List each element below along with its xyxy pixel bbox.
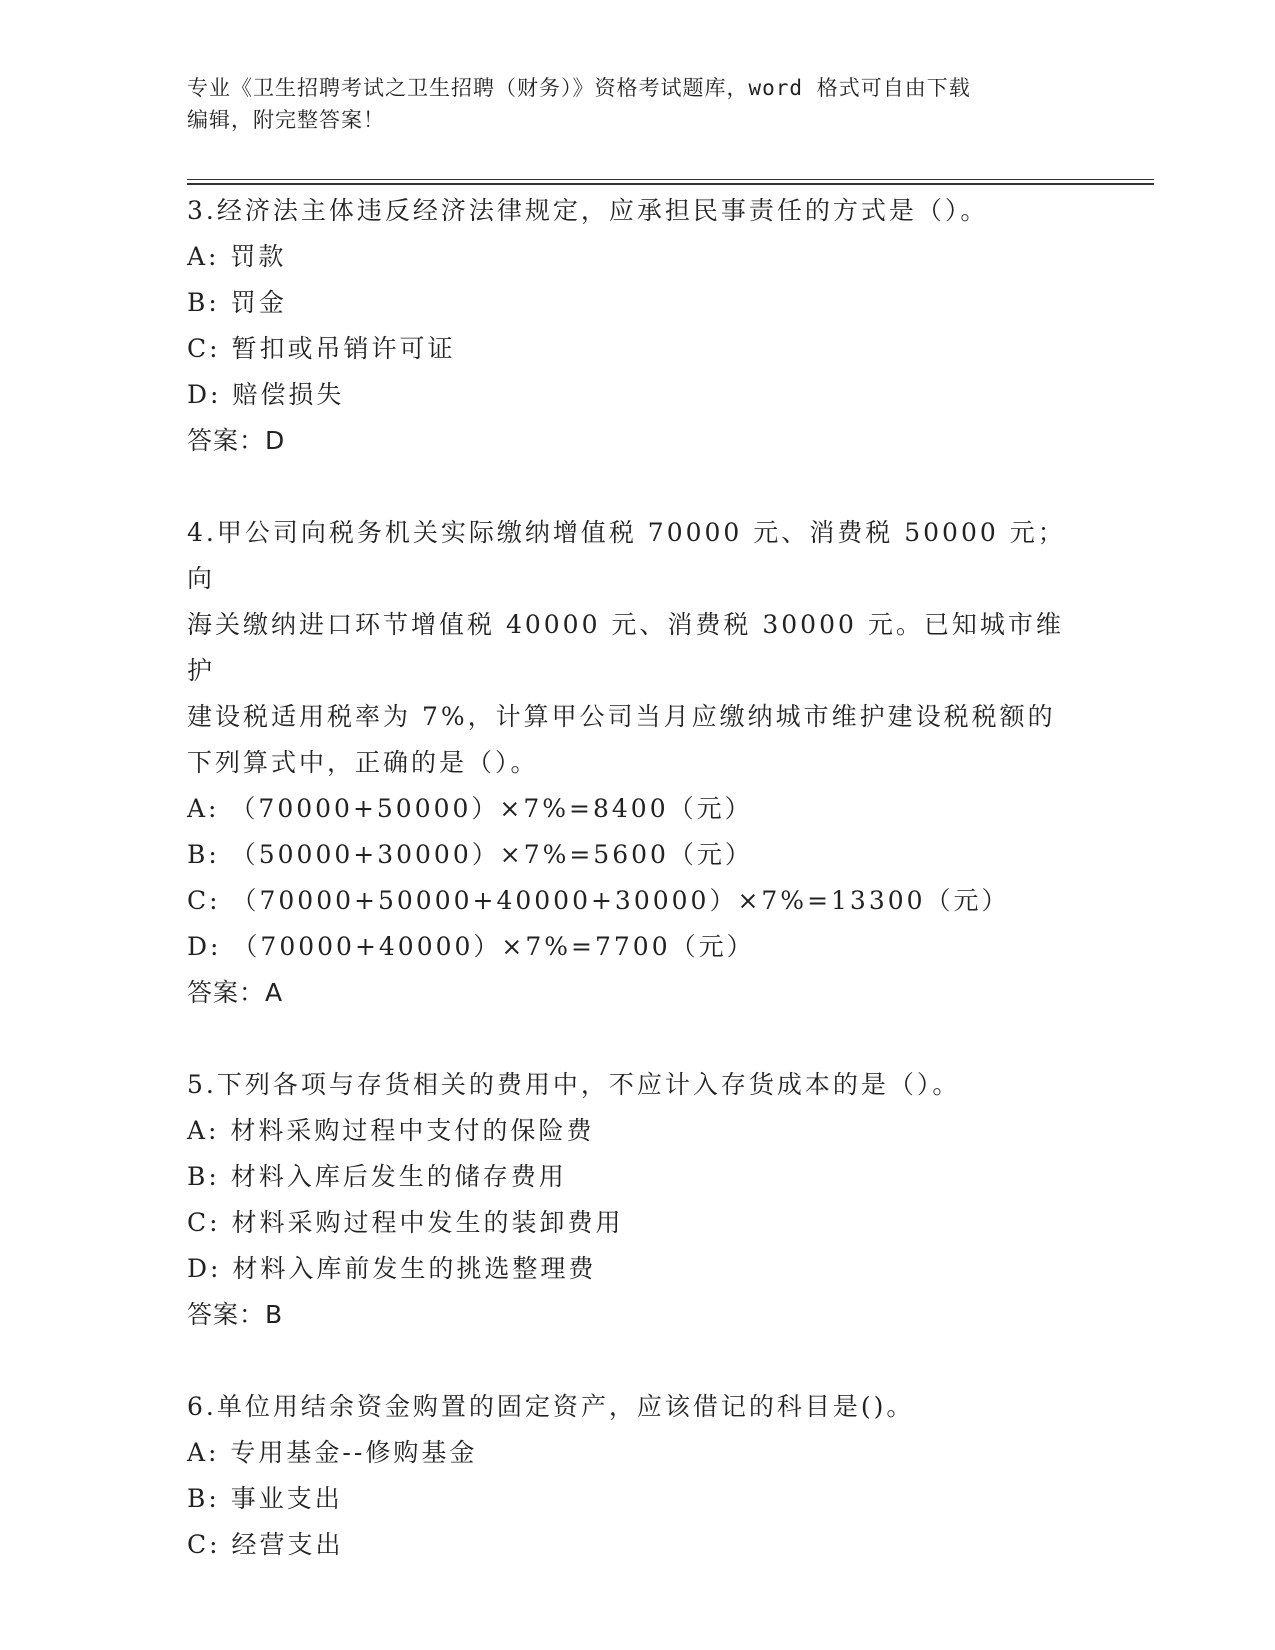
question-5 [187, 1062, 1087, 1338]
option-b: B: （50000+30000）×7%=5600（元） [187, 840, 753, 869]
option-b: B: 事业支出 [187, 1484, 343, 1513]
option-a: A: 罚款 [187, 242, 287, 271]
option-c: C: （70000+50000+40000+30000）×7%=13300（元） [187, 886, 1010, 915]
question-list [187, 188, 1087, 1614]
question-3 [187, 188, 1087, 464]
document-header [187, 72, 1087, 136]
question-stem-line-3: 建设税适用税率为 7%，计算甲公司当月应缴纳城市维护建设税税额的 [187, 702, 1056, 731]
answer-label: 答案：B [187, 1300, 284, 1329]
option-d: D: 赔偿损失 [187, 380, 345, 409]
option-c: C: 暂扣或吊销许可证 [187, 334, 456, 363]
option-a: A: （70000+50000）×7%=8400（元） [187, 794, 753, 823]
answer-label: 答案：D [187, 426, 286, 455]
option-c: C: 经营支出 [187, 1530, 344, 1559]
answer-label: 答案：A [187, 978, 284, 1007]
option-a: A: 专用基金--修购基金 [187, 1438, 478, 1467]
header-line-1: 专业《卫生招聘考试之卫生招聘（财务）》资格考试题库，word 格式可自由下载 [187, 76, 971, 100]
option-b: B: 材料入库后发生的储存费用 [187, 1162, 567, 1191]
question-stem-line-2: 海关缴纳进口环节增值税 40000 元、消费税 30000 元。已知城市维护 [187, 610, 1064, 685]
header-line-2: 编辑，附完整答案！ [187, 108, 385, 132]
question-stem-line-1: 4.甲公司向税务机关实际缴纳增值税 70000 元、消费税 50000 元；向 [187, 518, 1066, 593]
option-c: C: 材料采购过程中发生的装卸费用 [187, 1208, 624, 1237]
question-4 [187, 510, 1087, 1016]
question-stem: 6.单位用结余资金购置的固定资产，应该借记的科目是()。 [187, 1392, 915, 1421]
option-d: D: （70000+40000）×7%=7700（元） [187, 932, 755, 961]
option-b: B: 罚金 [187, 288, 287, 317]
header-divider-thick [187, 183, 1154, 185]
option-d: D: 材料入库前发生的挑选整理费 [187, 1254, 597, 1283]
question-stem-line-4: 下列算式中，正确的是（）。 [187, 748, 539, 777]
question-stem: 3.经济法主体违反经济法律规定，应承担民事责任的方式是（）。 [187, 196, 989, 225]
question-6 [187, 1384, 1087, 1568]
question-stem: 5.下列各项与存货相关的费用中，不应计入存货成本的是（）。 [187, 1070, 961, 1099]
option-a: A: 材料采购过程中支付的保险费 [187, 1116, 595, 1145]
header-divider-thin [187, 179, 1154, 180]
